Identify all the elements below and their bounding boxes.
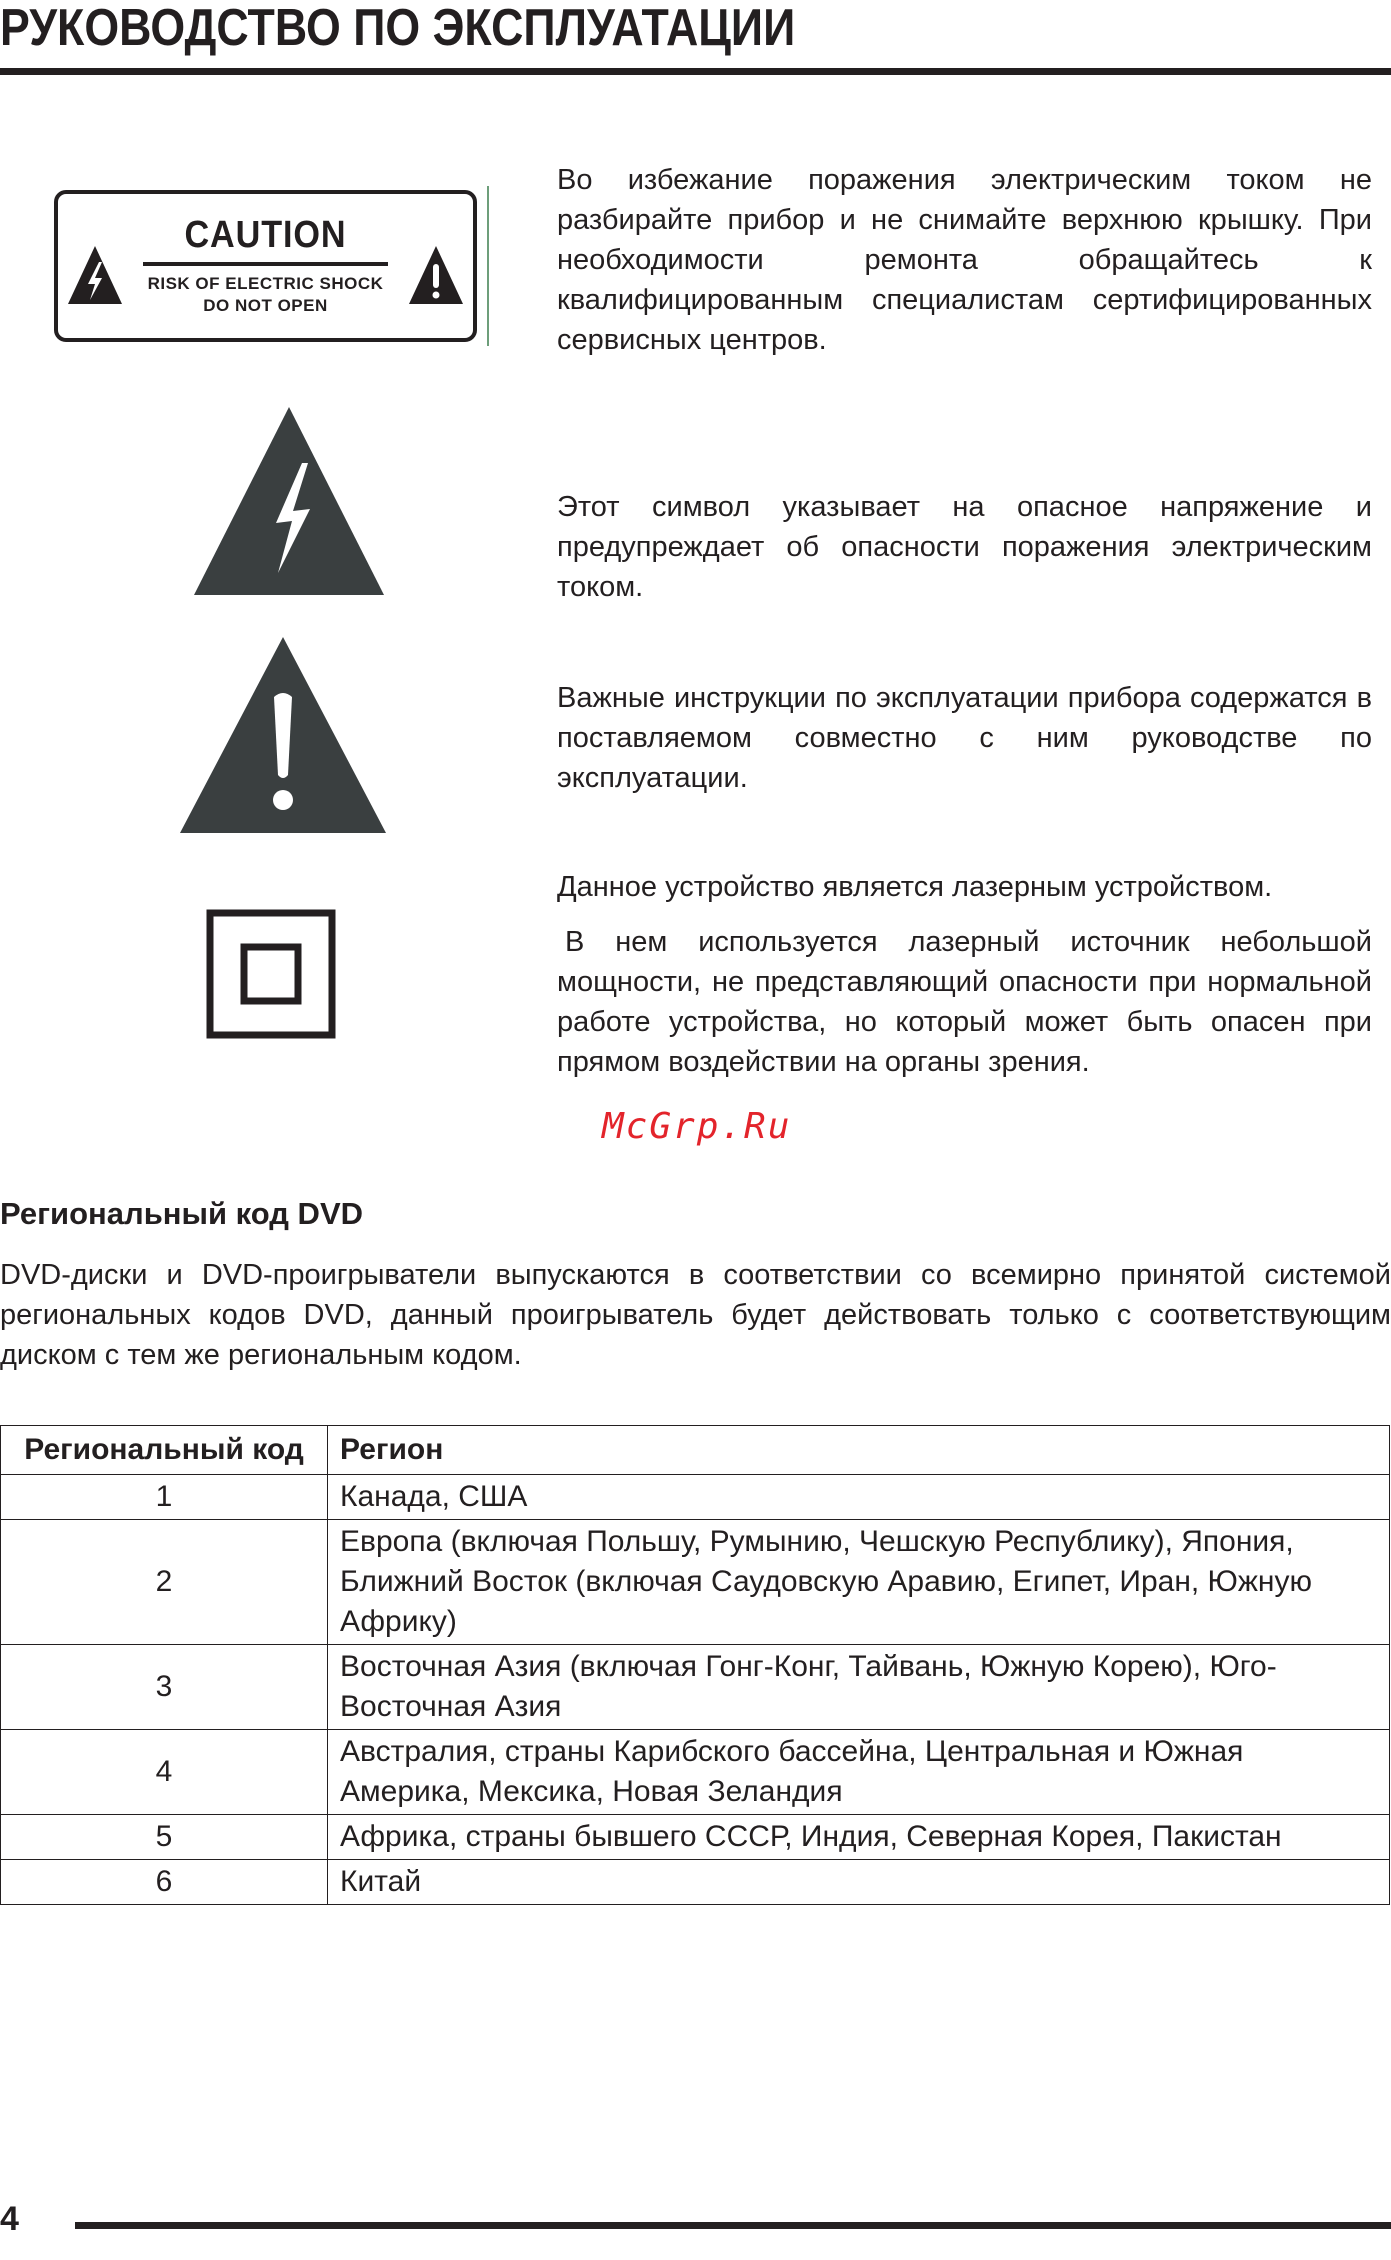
table-row [1,1475,1390,1520]
footer-rule [75,2222,1391,2229]
double-insulation-icon [206,909,336,1039]
region-name-cell: Африка, страны бывшего СССР, Индия, Северная Корея, Пакистан [328,1815,1390,1860]
laser-statement: Данное устройство является лазерным устройством. [557,871,1273,903]
section-heading: Региональный код DVD [0,1196,364,1231]
caution-open-text: DO NOT OPEN [203,296,328,315]
table-row [1,1645,1390,1730]
lightning-description: Этот символ указывает на опасное напряжение и предупреждает об опасности поражения электрическим током. [557,491,1372,603]
caution-label-icon [54,190,477,342]
table-row [1,1520,1390,1645]
region-code-cell: 2 [1,1520,328,1645]
caution-description: Во избежание поражения электрическим током не разбирайте прибор и не снимайте верхнюю крышку. При необходимости ремонта обращайтесь к квалифицированным специалистам сертифицированных сервисных центров. [557,164,1372,356]
table-header-row [1,1426,1390,1475]
region-name-cell: Канада, США [328,1475,1390,1520]
caution-accent-line [487,186,489,346]
region-code-cell: 5 [1,1815,328,1860]
exclamation-description: Важные инструкции по эксплуатации прибора содержатся в поставляемом совместно с ним руководстве по эксплуатации. [557,682,1372,794]
table-row [1,1860,1390,1905]
table-row [1,1815,1390,1860]
region-code-cell: 4 [1,1730,328,1815]
lightning-warning-icon [192,405,386,597]
exclamation-warning-icon [178,635,388,835]
caution-divider [143,262,388,266]
title-rule [0,68,1391,75]
watermark: McGrp.Ru [602,1106,792,1147]
region-name-cell: Восточная Азия (включая Гонг-Конг, Тайвань, Южную Корею), Юго-Восточная Азия [328,1645,1390,1730]
column-header-region: Регион [328,1426,1390,1475]
page-title: РУКОВОДСТВО ПО ЭКСПЛУАТАЦИИ [0,0,796,57]
region-code-cell: 1 [1,1475,328,1520]
caution-risk-text: RISK OF ELECTRIC SHOCK [147,274,384,293]
page-number: 4 [0,2200,19,2238]
region-code-cell: 6 [1,1860,328,1905]
region-code-table [0,1425,1390,1905]
region-name-cell: Европа (включая Польшу, Румынию, Чешскую Республику), Япония, Ближний Восток (включая Саудовскую Аравию, Египет, Иран, Южную Африку) [328,1520,1390,1645]
region-code-cell: 3 [1,1645,328,1730]
column-header-code: Региональный код [1,1426,328,1475]
region-name-cell: Австралия, страны Карибского бассейна, Центральная и Южная Америка, Мексика, Новая Зеландия [328,1730,1390,1815]
laser-description: В нем используется лазерный источник небольшой мощности, не представляющий опасности при нормальной работе устройства, но который может быть опасен при прямом воздействии на органы зрения. [557,926,1372,1078]
table-row [1,1730,1390,1815]
caution-word: CAUTION [184,214,347,256]
section-paragraph: DVD-диски и DVD-проигрыватели выпускаются в соответствии со всемирно принятой системой региональных кодов DVD, данный проигрыватель будет действовать только с соответствующим диском с тем же региональным кодом. [0,1259,1391,1371]
region-name-cell: Китай [328,1860,1390,1905]
